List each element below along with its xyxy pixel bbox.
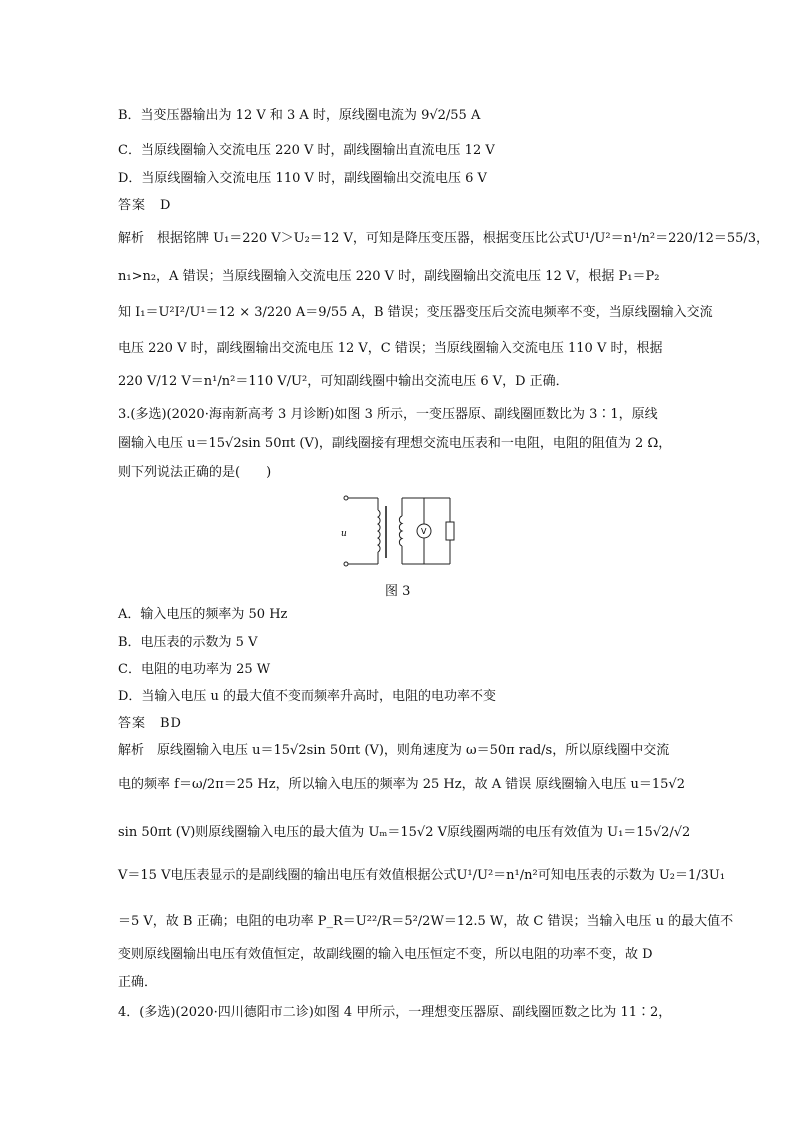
analysis-line: sin 50πt (V)则原线圈输入电压的最大值为 Uₘ＝15√2 V原线圈两端的电压有效值为 U₁＝15√2/√2 — [118, 825, 691, 840]
analysis-line: 变则原线圈输出电压有效值恒定，故副线圈的输入电压恒定不变，所以电阻的功率不变，故 D — [118, 947, 653, 962]
choice-b-line: B．电压表的示数为 5 V — [118, 635, 258, 650]
analysis-line: 知 I₁＝U²I²/U¹＝12 × 3/220 A＝9/55 A，B 错误；变压器变压后交流电频率不变，当原线圈输入交流 — [118, 305, 713, 320]
analysis-line: 正确． — [118, 975, 158, 990]
question-line: 则下列说法正确的是( ) — [118, 465, 272, 480]
question-line: 圈输入电压 u＝15√2sin 50πt (V)，副线圈接有理想交流电压表和一电阻，电阻的阻值为 2 Ω， — [118, 436, 672, 451]
u-label: u — [341, 529, 347, 539]
option-d-line: D．当原线圈输入交流电压 110 V 时，副线圈输出交流电压 6 V — [118, 171, 487, 186]
analysis-line: 220 V/12 V＝n¹/n²＝110 V/U²，可知副线圈中输出交流电压 6 V，D 正确． — [118, 374, 569, 389]
answer-line: 答案 BD — [118, 716, 182, 731]
option-b-line: B．当变压器输出为 12 V 和 3 A 时，原线圈电流为 9√2/55 A — [118, 108, 481, 123]
answer-line: 答案 D — [118, 198, 172, 213]
voltmeter-label: V — [421, 527, 427, 536]
analysis-line: n₁>n₂，A 错误；当原线圈输入交流电压 220 V 时，副线圈输出交流电压 12 V，根据 P₁＝P₂ — [118, 269, 660, 284]
analysis-line: V＝15 V电压表显示的是副线圈的输出电压有效值根据公式U¹/U²＝n¹/n²可知电压表的示数为 U₂＝1/3U₁ — [118, 868, 726, 883]
question-line: 3.(多选)(2020·海南新高考 3 月诊断)如图 3 所示，一变压器原、副线圈匝数比为 3∶1，原线 — [118, 407, 658, 422]
analysis-line: 电的频率 f＝ω/2π＝25 Hz，所以输入电压的频率为 25 Hz，故 A 错误 原线圈输入电压 u＝15√2 — [118, 777, 685, 792]
choice-a-line: A．输入电压的频率为 50 Hz — [118, 607, 288, 622]
analysis-line: ＝5 V，故 B 正确；电阻的电功率 P_R＝U²²/R＝5²/2W＝12.5 W，故 C 错误；当输入电压 u 的最大值不 — [118, 914, 734, 929]
choice-d-line: D．当输入电压 u 的最大值不变而频率升高时，电阻的电功率不变 — [118, 689, 497, 704]
analysis-line: 解析 根据铭牌 U₁＝220 V＞U₂＝12 V，可知是降压变压器，根据变压比公式U¹/U²＝n¹/n²＝220/12＝55/3， — [118, 231, 770, 246]
next-question-line: 4．(多选)(2020·四川德阳市二诊)如图 4 甲所示，一理想变压器原、副线圈匝数之比为 11∶2， — [118, 1005, 672, 1020]
choice-c-line: C．电阻的电功率为 25 W — [118, 662, 271, 677]
transformer-circuit-figure — [338, 492, 458, 572]
analysis-line: 电压 220 V 时，副线圈输出交流电压 12 V，C 错误；当原线圈输入交流电压 110 V 时，根据 — [118, 341, 663, 356]
figure-caption: 图 3 — [385, 584, 411, 599]
option-c-line: C．当原线圈输入交流电压 220 V 时，副线圈输出直流电压 12 V — [118, 143, 495, 158]
analysis-line: 解析 原线圈输入电压 u＝15√2sin 50πt (V)，则角速度为 ω＝50π rad/s，所以原线圈中交流 — [118, 743, 670, 758]
